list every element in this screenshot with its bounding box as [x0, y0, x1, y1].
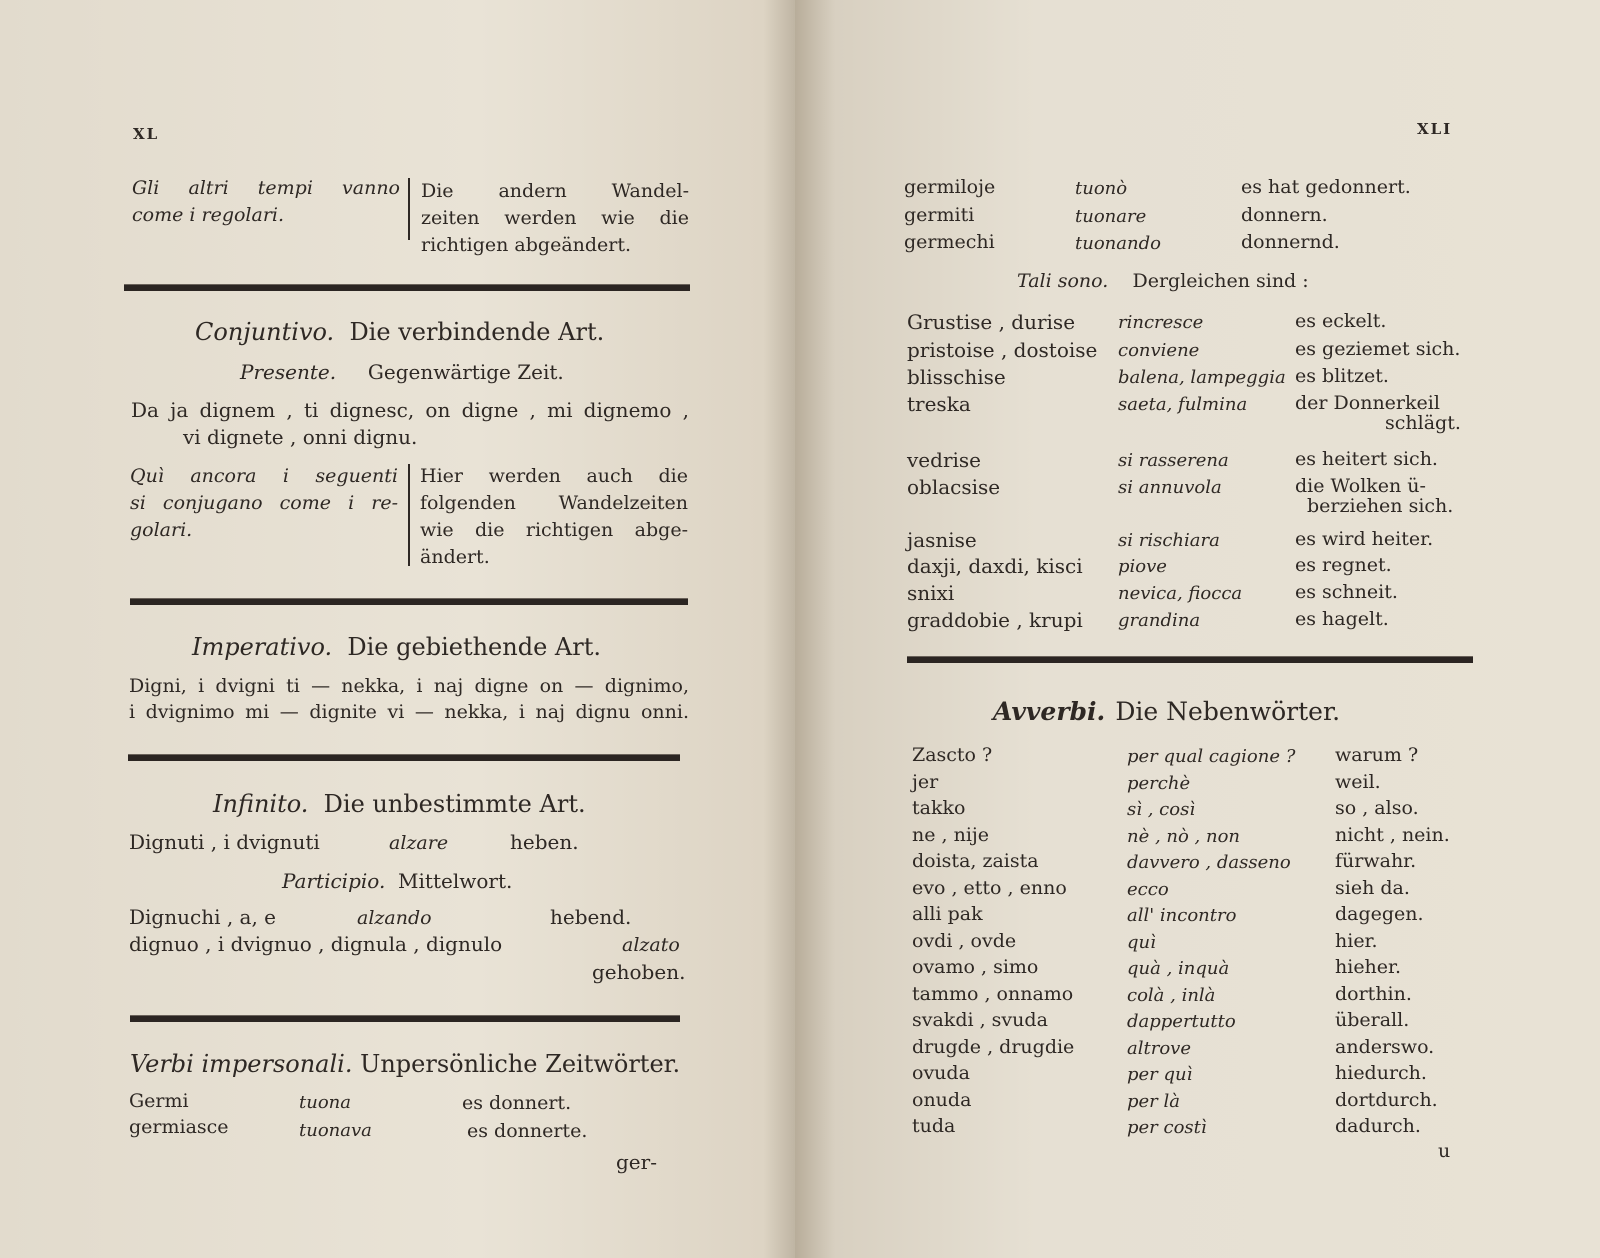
page-number-left: XL — [133, 125, 160, 143]
germ-row-1-col-3: es hat gedonnert. — [1241, 176, 1411, 198]
adverb-row-4-col-2: nè , nò , non — [1127, 825, 1241, 847]
adverb-row-6-col-1: evo , etto , enno — [912, 876, 1067, 899]
adverb-row-15-col-3: dadurch. — [1335, 1115, 1421, 1137]
note1-it-line-1: Gli altri tempi vanno — [132, 177, 400, 199]
adverb-row-1-col-2: per qual cagione ? — [1127, 746, 1296, 767]
page-number-right: XLI — [1417, 120, 1453, 138]
weather-row-12-col-2: grandina — [1118, 610, 1201, 631]
infinito-heading — [213, 790, 586, 818]
catchword: ger- — [616, 1150, 657, 1174]
adverb-row-3-col-1: takko — [912, 797, 966, 819]
adverb-row-15-col-2: per costì — [1127, 1117, 1207, 1138]
note1-divider — [408, 178, 410, 240]
weather-row-8-col-3: berziehen sich. — [1307, 495, 1454, 517]
note2-de-line-4: ändert. — [420, 546, 490, 568]
imperativo-line-2: i dvignimo mi — dignite vi — nekka, i naj dignu onni. — [129, 701, 689, 723]
weather-row-4-col-1: treska — [907, 392, 971, 416]
adverb-row-7-col-3: dagegen. — [1335, 903, 1424, 925]
weather-row-6-col-2: si rasserena — [1118, 450, 1229, 471]
weather-row-7-col-2: si annuvola — [1118, 477, 1222, 498]
weather-row-1-col-3: es eckelt. — [1295, 310, 1387, 332]
conjuntivo-line-2: vi dignete , onni dignu. — [183, 425, 418, 449]
note1-de-line-3: richtigen abgeändert. — [421, 234, 632, 256]
adverb-row-2-col-3: weil. — [1335, 770, 1381, 793]
weather-row-4-col-2: saeta, fulmina — [1118, 394, 1248, 415]
verbi-row2-italian: tuonava — [299, 1120, 372, 1141]
weather-row-1-col-2: rincresce — [1118, 312, 1204, 333]
adverb-row-1-col-3: warum ? — [1335, 744, 1419, 766]
adverb-row-4-col-1: ne , nije — [912, 823, 990, 846]
adverb-row-12-col-3: anderswo. — [1335, 1035, 1435, 1058]
conjuntivo-line-1: Da ja dignem , ti dignesc, on digne , mi dignemo , — [131, 398, 689, 422]
adverb-row-1-col-1: Zascto ? — [912, 744, 993, 766]
germ-row-1-col-1: germiloje — [904, 176, 996, 198]
weather-row-9-col-1: jasnise — [907, 528, 977, 552]
note2-it-line-2: si conjugano come i re- — [130, 492, 398, 514]
note2-de-line-3: wie die richtigen abge- — [420, 519, 688, 541]
tali-de: Dergleichen sind : — [1132, 270, 1309, 292]
imperativo-line-1: Digni, i dvigni ti — nekka, i naj digne on — dignimo, — [129, 675, 689, 697]
weather-row-12-col-1: graddobie , krupi — [907, 608, 1083, 632]
adverb-row-14-col-3: dortdurch. — [1335, 1088, 1438, 1111]
adverb-row-3-col-3: so , also. — [1335, 797, 1419, 819]
adverb-row-7-col-2: all' incontro — [1127, 905, 1237, 926]
divider-rule-2 — [130, 598, 688, 605]
divider-rule-1 — [124, 284, 690, 291]
weather-row-10-col-3: es regnet. — [1295, 554, 1392, 576]
infinito-row-italian: alzare — [389, 832, 449, 854]
verbi-title-it: Verbi impersonali. — [130, 1050, 353, 1078]
participio-row1-slavic: Dignuchi , a, e — [129, 905, 277, 929]
verbi-row1-italian: tuona — [299, 1092, 351, 1113]
adverb-row-5-col-2: davvero , dasseno — [1127, 852, 1291, 873]
weather-row-6-col-3: es heitert sich. — [1295, 448, 1438, 470]
signature-mark: u — [1438, 1140, 1451, 1162]
weather-row-9-col-2: si rischiara — [1118, 530, 1220, 551]
adverb-row-8-col-3: hier. — [1335, 929, 1378, 952]
adverb-row-6-col-2: ecco — [1127, 878, 1169, 900]
note2-german — [420, 463, 688, 571]
presente-de: Gegenwärtige Zeit. — [367, 360, 564, 384]
weather-row-7-col-1: oblacsise — [907, 475, 1001, 499]
participio-de: Mittelwort. — [398, 869, 513, 893]
tali-line — [1017, 270, 1309, 292]
adverb-row-8-col-2: quì — [1127, 931, 1156, 953]
avverbi-heading — [993, 697, 1340, 726]
note2-divider — [408, 464, 410, 566]
right-page — [795, 0, 1600, 1258]
adverb-row-13-col-1: ovuda — [912, 1062, 970, 1084]
adverb-row-9-col-1: ovamo , simo — [912, 956, 1039, 978]
weather-row-10-col-1: daxji, daxdi, kisci — [907, 554, 1083, 578]
avverbi-title-it: Avverbi. — [993, 697, 1106, 726]
adverb-row-10-col-3: dorthin. — [1335, 982, 1412, 1005]
adverb-row-4-col-3: nicht , nein. — [1335, 823, 1450, 846]
weather-row-10-col-2: piove — [1118, 556, 1167, 577]
participio-heading — [282, 869, 512, 893]
note2-it-line-1: Quì ancora i seguenti — [130, 465, 398, 487]
adverb-row-13-col-3: hiedurch. — [1335, 1062, 1427, 1084]
germ-row-3-col-2: tuonando — [1075, 233, 1161, 254]
verbi-heading — [130, 1050, 680, 1078]
adverb-row-14-col-1: onuda — [912, 1088, 972, 1111]
weather-row-3-col-3: es blitzet. — [1295, 365, 1389, 387]
weather-row-3-col-2: balena, lampeggia — [1118, 367, 1286, 388]
infinito-row-german: heben. — [510, 830, 579, 854]
weather-row-3-col-1: blisschise — [907, 365, 1006, 389]
infinito-row-slavic: Dignuti , i dvignuti — [129, 830, 320, 854]
weather-row-2-col-3: es geziemet sich. — [1295, 338, 1461, 360]
adverb-row-11-col-2: dappertutto — [1127, 1011, 1236, 1032]
divider-rule-3 — [128, 754, 680, 761]
adverb-row-10-col-1: tammo , onnamo — [912, 982, 1074, 1005]
avverbi-title-de: Die Nebenwörter. — [1115, 697, 1341, 726]
weather-row-2-col-1: pristoise , dostoise — [907, 338, 1098, 362]
note2-italian — [130, 463, 398, 544]
adverb-row-3-col-2: sì , così — [1127, 799, 1196, 820]
germ-row-3-col-3: donnernd. — [1241, 231, 1340, 253]
conjuntivo-title-de: Die verbindende Art. — [349, 318, 605, 346]
verbi-row1-slavic: Germi — [129, 1090, 189, 1112]
note1-italian — [132, 175, 400, 229]
weather-row-6-col-1: vedrise — [907, 448, 981, 472]
adverb-row-5-col-3: fürwahr. — [1335, 850, 1417, 872]
adverb-row-14-col-2: per là — [1127, 1090, 1180, 1112]
adverb-row-9-col-3: hieher. — [1335, 956, 1402, 978]
adverb-row-2-col-1: jer — [912, 770, 939, 793]
adverb-row-8-col-1: ovdi , ovde — [912, 929, 1017, 952]
adverb-row-5-col-1: doista, zaista — [912, 850, 1039, 872]
weather-row-4-col-3: der Donnerkeil — [1295, 392, 1440, 414]
note2-de-line-1: Hier werden auch die — [420, 465, 688, 487]
weather-row-11-col-3: es schneit. — [1295, 581, 1398, 603]
divider-rule-5 — [907, 656, 1473, 663]
note2-it-line-3: golari. — [130, 519, 193, 541]
adverb-row-12-col-2: altrove — [1127, 1037, 1191, 1059]
weather-row-5-col-3: schlägt. — [1385, 412, 1461, 434]
germ-row-2-col-1: germiti — [904, 204, 975, 226]
germ-row-2-col-2: tuonare — [1075, 206, 1147, 227]
adverb-row-10-col-2: colà , inlà — [1127, 984, 1216, 1006]
conjuntivo-title-it: Conjuntivo. — [195, 318, 335, 346]
participio-row3-german: gehoben. — [592, 960, 686, 984]
participio-it: Participio. — [282, 869, 386, 893]
verbi-row1-german: es donnert. — [462, 1092, 572, 1114]
left-page — [0, 0, 795, 1258]
germ-row-1-col-2: tuonò — [1075, 178, 1128, 199]
adverb-row-11-col-3: überall. — [1335, 1009, 1410, 1031]
infinito-title-it: Infinito. — [213, 790, 309, 818]
participio-row1-german: hebend. — [550, 905, 632, 929]
adverb-row-7-col-1: alli pak — [912, 903, 983, 925]
note1-it-line-2: come i regolari. — [132, 204, 285, 226]
verbi-title-de: Unpersönliche Zeitwörter. — [360, 1050, 681, 1078]
note1-de-line-1: Die andern Wandel- — [421, 180, 689, 202]
imperativo-heading — [192, 633, 601, 661]
note1-german — [421, 178, 689, 259]
conjuntivo-heading — [195, 318, 604, 346]
divider-rule-4 — [130, 1015, 680, 1022]
verbi-row2-german: es donnerte. — [467, 1120, 588, 1142]
verbi-row2-slavic: germiasce — [129, 1116, 229, 1138]
adverb-row-13-col-2: per quì — [1127, 1064, 1193, 1085]
infinito-title-de: Die unbestimmte Art. — [323, 790, 586, 818]
note1-de-line-2: zeiten werden wie die — [421, 207, 689, 229]
weather-row-7-col-3: die Wolken ü- — [1295, 475, 1426, 497]
adverb-row-15-col-1: tuda — [912, 1115, 956, 1137]
weather-row-1-col-1: Grustise , durise — [907, 310, 1076, 334]
participio-row1-italian: alzando — [357, 907, 432, 929]
weather-row-9-col-3: es wird heiter. — [1295, 528, 1434, 550]
adverb-row-2-col-2: perchè — [1127, 772, 1191, 794]
presente-it: Presente. — [240, 360, 337, 384]
weather-row-11-col-2: nevica, fiocca — [1118, 583, 1243, 604]
adverb-row-6-col-3: sieh da. — [1335, 876, 1410, 899]
weather-row-2-col-2: conviene — [1118, 340, 1200, 361]
adverb-row-11-col-1: svakdi , svuda — [912, 1009, 1048, 1031]
germ-row-2-col-3: donnern. — [1241, 204, 1328, 226]
imperativo-title-it: Imperativo. — [192, 633, 333, 661]
imperativo-title-de: Die gebiethende Art. — [347, 633, 601, 661]
note2-de-line-2: folgenden Wandelzeiten — [420, 492, 688, 514]
adverb-row-9-col-2: quà , inquà — [1127, 958, 1230, 979]
participio-row2-slavic: dignuo , i dvignuo , dignula , dignulo — [129, 932, 503, 956]
participio-row2-italian: alzato — [622, 934, 680, 956]
weather-row-11-col-1: snixi — [907, 581, 955, 605]
tali-it: Tali sono. — [1017, 270, 1109, 292]
weather-row-12-col-3: es hagelt. — [1295, 608, 1389, 630]
presente-subheading — [240, 360, 564, 384]
adverb-row-12-col-1: drugde , drugdie — [912, 1035, 1075, 1058]
germ-row-3-col-1: germechi — [904, 231, 995, 253]
